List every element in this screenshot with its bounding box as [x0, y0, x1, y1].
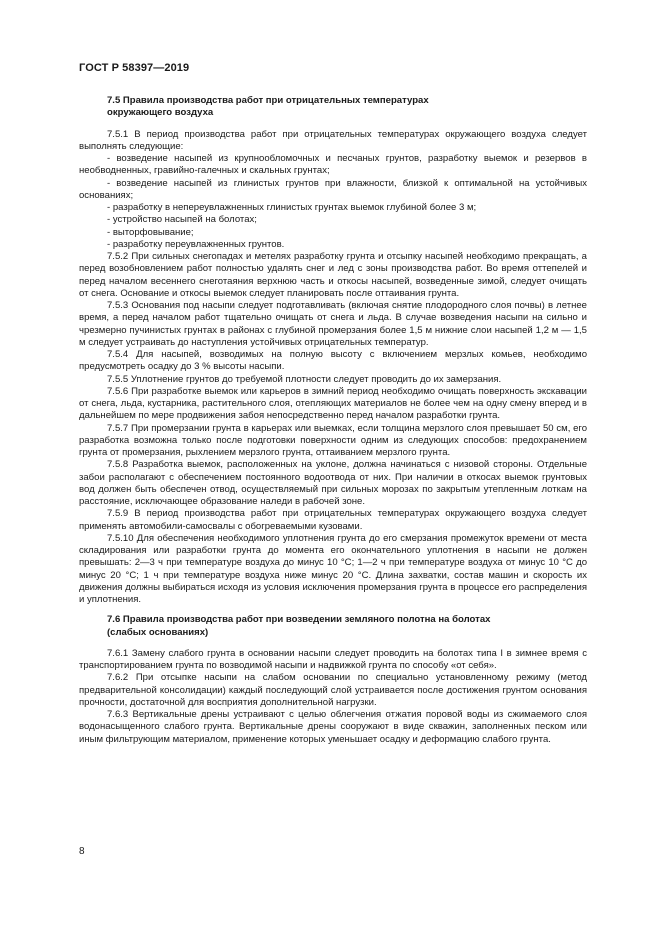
- list-item: - возведение насыпей из глинистых грунтов при влажности, близкой к оптимальной на устойчивых основаниях;: [79, 177, 587, 201]
- section-7-6-title: [79, 614, 587, 639]
- section-7-6-title-line2: (слабых основаниях): [107, 626, 209, 638]
- section-7-5-title: [79, 95, 587, 120]
- paragraph-7-5-10: 7.5.10 Для обеспечения необходимого уплотнения грунта до его смерзания промежуток времени от места складирования или разработки грунта до момента его окончательного уплотнения в насыпи не должен превышать: 2—3 ч при температуре воздуха до минус 10 °С; 1—2 ч при температуре воздуха от минус 10 °С до минус 20 °С; 1 ч при температуре воздуха ниже минус 20 °С. Длина захватки, состав машин и скорость их движения должны выбираться исходя из условия исключения промерзания грунта в процессе его распределения и уплотнения.: [79, 532, 587, 605]
- list-item: - устройство насыпей на болотах;: [107, 214, 257, 226]
- paragraph-7-5-7: 7.5.7 При промерзании грунта в карьерах или выемках, если толщина мерзлого слоя превышает 50 см, его разработка возможна только после подготовки поверхности одним из следующих способов: предохранением грунта от промерзания, рыхлением мерзлого грунта, оттаиванием мерзлого грунта.: [79, 422, 587, 458]
- section-7-6-title-line1: 7.6 Правила производства работ при возведении земляного полотна на болотах: [107, 614, 491, 626]
- list-item: - разработку в непереувлажненных глинистых грунтах выемок глубиной более 3 м;: [107, 202, 477, 213]
- paragraph-7-5-6: 7.5.6 При разработке выемок или карьеров в зимний период необходимо очищать поверхность экскавации от снега, льда, кустарника, растительного слоя, отепляющих материалов не более чем на одну смену вперед и в дальнейшем по мере продвижения забоя непосредственно перед началом разработки грунта.: [79, 385, 587, 422]
- paragraph-7-6-3: 7.6.3 Вертикальные дрены устраивают с целью облегчения отжатия поровой воды из сжимаемого слоя водонасыщенного слабого грунта. Вертикальные дрены сооружают в виде скважин, заполненных песком или иным фильтрующим материалом, применение которых уменьшает осадку и деформацию слабого грунта.: [79, 709, 587, 745]
- section-7-5-title-line1: 7.5 Правила производства работ при отрицательных температурах: [107, 95, 429, 106]
- paragraph-7-5-9: 7.5.9 В период производства работ при отрицательных температурах окружающего воздуха следует применять автомобили-самосвалы с обогреваемыми кузовами.: [79, 508, 587, 532]
- list-item: - выторфовывание;: [107, 226, 194, 238]
- page-content: [79, 95, 587, 746]
- paragraph-7-5-8: 7.5.8 Разработка выемок, расположенных на уклоне, должна начинаться с низовой стороны. Отдельные забои располагают с обеспечением постоянного водоотвода от них. При наличии в откосах выемок грунтовых вод должен быть обеспечен отвод, осуществляемый при сильных морозах по закрытым утепленным лоткам на расстояние, исключающее образование наледи в рабочей зоне.: [79, 459, 587, 507]
- list-item: - разработку переувлажненных грунтов.: [107, 238, 285, 250]
- paragraph-7-5-1: 7.5.1 В период производства работ при отрицательных температурах окружающего воздуха следует выполнять следующие:: [79, 128, 587, 152]
- paragraph-7-5-3: 7.5.3 Основания под насыпи следует подготавливать (включая снятие плодородного слоя почвы) в летнее время, а перед началом работ тщательно очищать от снега и льда. В случае возведения насыпи на сильно и чрезмерно пучинистых грунтах в районах с глубиной промерзания более 1,5 м нижние слои насыпей 1,2 м — 1,5 м следует устраивать до наступления устойчивых отрицательных температур.: [79, 300, 587, 348]
- paragraph-7-5-4: 7.5.4 Для насыпей, возводимых на полную высоту с включением мерзлых комьев, необходимо предусмотреть осадку до 3 % высоты насыпи.: [79, 349, 587, 373]
- section-7-5-title-line2: окружающего воздуха: [107, 107, 214, 119]
- page-number: 8: [79, 846, 85, 857]
- document-header: ГОСТ Р 58397—2019: [79, 62, 190, 74]
- paragraph-7-5-2: 7.5.2 При сильных снегопадах и метелях разработку грунта и отсыпку насыпей необходимо прекращать, а перед возобновлением работ полностью удалять снег и лед с зоны производства работ. Во время оттепелей и перед началом весеннего снеготаяния верхнюю часть и откосы насыпей, возведенные зимой, следует очищать от снега. Основание и откосы выемок следует планировать после оттаивания грунта.: [79, 251, 587, 299]
- paragraph-7-5-5: 7.5.5 Уплотнение грунтов до требуемой плотности следует проводить до их замерзания.: [107, 373, 502, 385]
- paragraph-7-6-2: 7.6.2 При отсыпке насыпи на слабом основании по специально установленному режиму (метод предварительной консолидации) каждый последующий слой устраивается после достижения грунтом основания прочности, достаточной для восприятия дополнительной нагрузки.: [79, 672, 587, 708]
- paragraph-7-6-1: 7.6.1 Замену слабого грунта в основании насыпи следует проводить на болотах типа I в зимнее время с транспортированием грунта по возводимой насыпи и надвижкой грунта по способу «от себя».: [79, 647, 587, 671]
- list-item: - возведение насыпей из крупнообломочных и песчаных грунтов, разработку выемок и резервов в необводненных, гравийно-галечных и скальных грунтах;: [79, 153, 587, 177]
